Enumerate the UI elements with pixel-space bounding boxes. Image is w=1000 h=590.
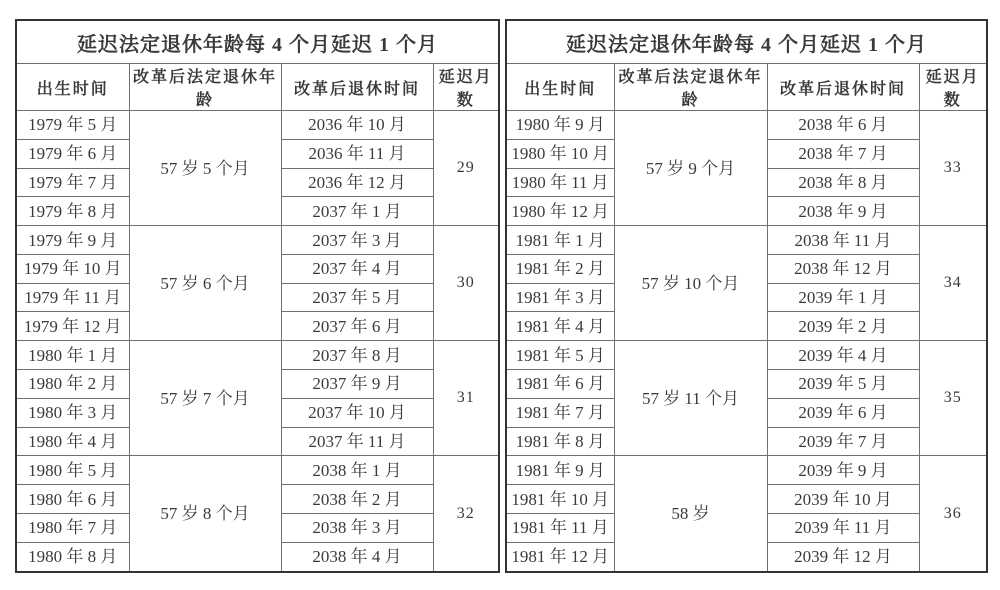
birth-month-cell: 1980 年 7 月 — [16, 513, 129, 542]
delay-months-cell: 32 — [433, 456, 499, 572]
column-header-birth-time: 出生时间 — [506, 64, 614, 111]
retirement-month-cell: 2037 年 11 月 — [281, 427, 433, 456]
delay-months-cell: 36 — [919, 456, 987, 572]
birth-month-cell: 1981 年 7 月 — [506, 398, 614, 427]
retirement-month-cell: 2038 年 11 月 — [767, 226, 919, 255]
table-row — [16, 226, 499, 255]
birth-month-cell: 1979 年 7 月 — [16, 168, 129, 197]
birth-month-cell: 1980 年 11 月 — [506, 168, 614, 197]
delay-months-cell: 33 — [919, 111, 987, 226]
retirement-month-cell: 2037 年 4 月 — [281, 254, 433, 283]
retirement-age-cell: 57 岁 8 个月 — [129, 456, 281, 572]
birth-month-cell: 1979 年 9 月 — [16, 226, 129, 255]
retirement-month-cell: 2036 年 10 月 — [281, 111, 433, 140]
table-row — [506, 456, 987, 485]
retirement-month-cell: 2037 年 8 月 — [281, 341, 433, 370]
retirement-month-cell: 2038 年 8 月 — [767, 168, 919, 197]
birth-month-cell: 1981 年 12 月 — [506, 542, 614, 572]
retirement-age-cell: 57 岁 7 个月 — [129, 341, 281, 456]
retirement-month-cell: 2038 年 12 月 — [767, 254, 919, 283]
table-row — [16, 456, 499, 485]
retirement-table-right — [505, 19, 988, 573]
table-body-left — [16, 111, 499, 573]
retirement-age-cell: 57 岁 9 个月 — [614, 111, 767, 226]
birth-month-cell: 1979 年 5 月 — [16, 111, 129, 140]
birth-month-cell: 1979 年 10 月 — [16, 254, 129, 283]
table-row — [506, 111, 987, 140]
retirement-month-cell: 2038 年 9 月 — [767, 197, 919, 226]
retirement-month-cell: 2039 年 5 月 — [767, 370, 919, 399]
retirement-month-cell: 2036 年 11 月 — [281, 139, 433, 168]
birth-month-cell: 1980 年 12 月 — [506, 197, 614, 226]
table-row — [506, 226, 987, 255]
retirement-age-cell: 57 岁 6 个月 — [129, 226, 281, 341]
retirement-month-cell: 2037 年 1 月 — [281, 197, 433, 226]
retirement-month-cell: 2038 年 7 月 — [767, 139, 919, 168]
retirement-month-cell: 2037 年 9 月 — [281, 370, 433, 399]
retirement-month-cell: 2036 年 12 月 — [281, 168, 433, 197]
retirement-delay-tables — [15, 19, 988, 573]
retirement-month-cell: 2037 年 10 月 — [281, 398, 433, 427]
retirement-month-cell: 2039 年 10 月 — [767, 485, 919, 514]
birth-month-cell: 1981 年 8 月 — [506, 427, 614, 456]
column-header-retirement-time: 改革后退休时间 — [767, 64, 919, 111]
retirement-month-cell: 2039 年 4 月 — [767, 341, 919, 370]
retirement-age-cell: 57 岁 11 个月 — [614, 341, 767, 456]
birth-month-cell: 1981 年 9 月 — [506, 456, 614, 485]
birth-month-cell: 1981 年 4 月 — [506, 312, 614, 341]
retirement-age-cell: 58 岁 — [614, 456, 767, 572]
birth-month-cell: 1981 年 5 月 — [506, 341, 614, 370]
retirement-month-cell: 2039 年 2 月 — [767, 312, 919, 341]
table-title: 延迟法定退休年龄每 4 个月延迟 1 个月 — [16, 20, 499, 64]
birth-month-cell: 1980 年 8 月 — [16, 542, 129, 572]
table-title: 延迟法定退休年龄每 4 个月延迟 1 个月 — [506, 20, 987, 64]
delay-months-cell: 30 — [433, 226, 499, 341]
table-row — [16, 111, 499, 140]
table-row — [16, 341, 499, 370]
table-row — [506, 341, 987, 370]
column-header-legal-retirement-age: 改革后法定退休年龄 — [129, 64, 281, 111]
birth-month-cell: 1981 年 3 月 — [506, 283, 614, 312]
birth-month-cell: 1980 年 3 月 — [16, 398, 129, 427]
retirement-month-cell: 2039 年 12 月 — [767, 542, 919, 572]
delay-months-cell: 34 — [919, 226, 987, 341]
retirement-month-cell: 2038 年 1 月 — [281, 456, 433, 485]
birth-month-cell: 1981 年 2 月 — [506, 254, 614, 283]
birth-month-cell: 1979 年 8 月 — [16, 197, 129, 226]
retirement-month-cell: 2039 年 6 月 — [767, 398, 919, 427]
birth-month-cell: 1980 年 5 月 — [16, 456, 129, 485]
birth-month-cell: 1980 年 2 月 — [16, 370, 129, 399]
column-header-birth-time: 出生时间 — [16, 64, 129, 111]
retirement-month-cell: 2038 年 2 月 — [281, 485, 433, 514]
birth-month-cell: 1980 年 10 月 — [506, 139, 614, 168]
column-header-retirement-time: 改革后退休时间 — [281, 64, 433, 111]
retirement-month-cell: 2039 年 11 月 — [767, 513, 919, 542]
retirement-month-cell: 2037 年 6 月 — [281, 312, 433, 341]
column-header-delay-months: 延迟月数 — [919, 64, 987, 111]
delay-months-cell: 29 — [433, 111, 499, 226]
birth-month-cell: 1979 年 6 月 — [16, 139, 129, 168]
retirement-month-cell: 2038 年 6 月 — [767, 111, 919, 140]
retirement-table-left — [15, 19, 500, 573]
delay-months-cell: 35 — [919, 341, 987, 456]
retirement-month-cell: 2039 年 9 月 — [767, 456, 919, 485]
retirement-age-cell: 57 岁 5 个月 — [129, 111, 281, 226]
birth-month-cell: 1980 年 9 月 — [506, 111, 614, 140]
birth-month-cell: 1981 年 6 月 — [506, 370, 614, 399]
column-header-legal-retirement-age: 改革后法定退休年龄 — [614, 64, 767, 111]
table-body-right — [506, 111, 987, 573]
birth-month-cell: 1979 年 11 月 — [16, 283, 129, 312]
retirement-month-cell: 2039 年 1 月 — [767, 283, 919, 312]
birth-month-cell: 1981 年 10 月 — [506, 485, 614, 514]
column-header-delay-months: 延迟月数 — [433, 64, 499, 111]
retirement-month-cell: 2038 年 4 月 — [281, 542, 433, 572]
birth-month-cell: 1981 年 11 月 — [506, 513, 614, 542]
retirement-month-cell: 2037 年 5 月 — [281, 283, 433, 312]
retirement-month-cell: 2039 年 7 月 — [767, 427, 919, 456]
birth-month-cell: 1980 年 4 月 — [16, 427, 129, 456]
retirement-age-cell: 57 岁 10 个月 — [614, 226, 767, 341]
birth-month-cell: 1979 年 12 月 — [16, 312, 129, 341]
birth-month-cell: 1980 年 6 月 — [16, 485, 129, 514]
delay-months-cell: 31 — [433, 341, 499, 456]
retirement-month-cell: 2037 年 3 月 — [281, 226, 433, 255]
retirement-month-cell: 2038 年 3 月 — [281, 513, 433, 542]
birth-month-cell: 1980 年 1 月 — [16, 341, 129, 370]
birth-month-cell: 1981 年 1 月 — [506, 226, 614, 255]
